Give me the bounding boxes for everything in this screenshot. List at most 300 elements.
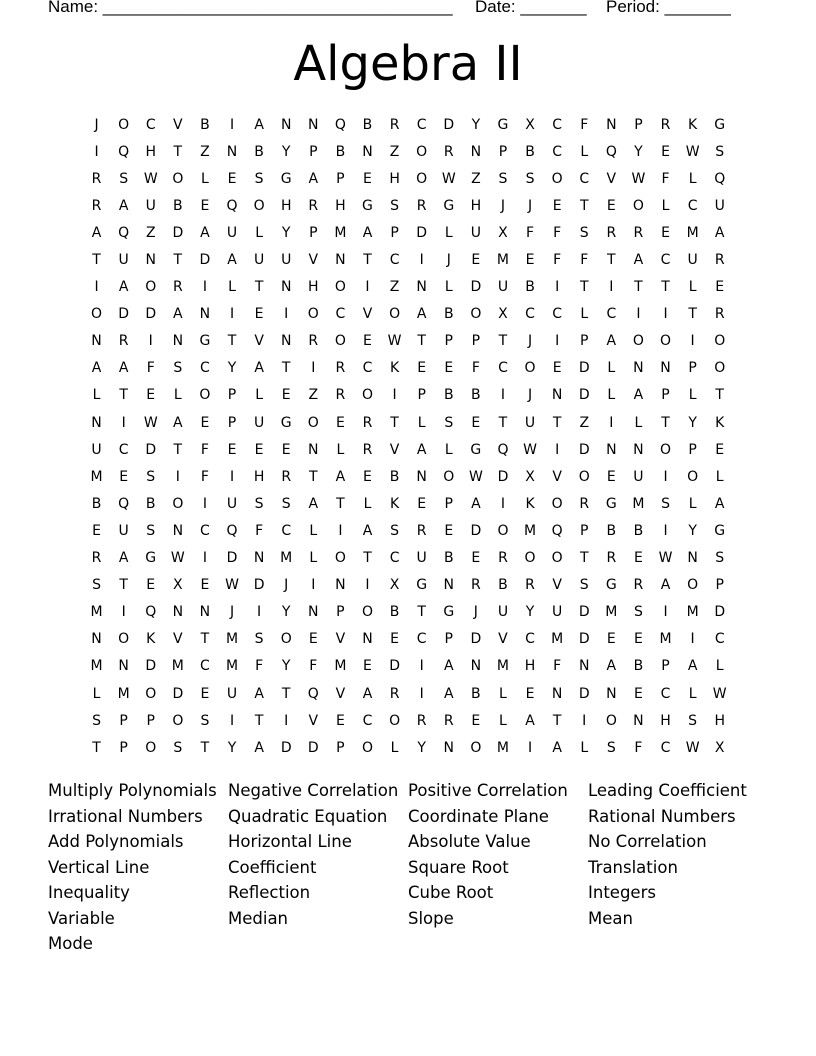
grid-letter: G (470, 441, 482, 458)
grid-letter: L (580, 143, 589, 160)
grid-letter: U (552, 604, 563, 621)
grid-letter: L (688, 685, 697, 702)
grid-letter: T (552, 712, 562, 729)
grid-letter: R (281, 468, 292, 485)
grid-letter: B (498, 577, 508, 594)
grid-letter: O (551, 495, 563, 512)
grid-letter: T (498, 414, 508, 431)
grid-letter: E (471, 712, 481, 729)
grid-letter: S (92, 712, 101, 729)
grid-letter: E (715, 441, 725, 458)
grid-letter: C (579, 170, 590, 187)
grid-letter: B (362, 116, 373, 133)
grid-letter: O (443, 468, 455, 485)
word-bank-item: Inequality (48, 883, 130, 902)
grid-letter: M (496, 658, 509, 675)
grid-letter: H (714, 712, 725, 729)
grid-letter: M (605, 604, 618, 621)
grid-letter: P (309, 224, 318, 241)
grid-letter: R (443, 143, 454, 160)
grid-letter: X (173, 577, 183, 594)
grid-letter: G (145, 550, 157, 567)
grid-letter: L (444, 279, 453, 296)
grid-letter: I (419, 658, 424, 675)
grid-letter: L (688, 495, 697, 512)
grid-letter: S (715, 143, 725, 160)
grid-letter: P (444, 495, 453, 512)
grid-letter: G (605, 577, 617, 594)
grid-letter: L (661, 197, 670, 214)
grid-letter: E (363, 333, 372, 350)
grid-letter: O (497, 522, 509, 539)
grid-letter: I (229, 712, 235, 729)
grid-letter: M (551, 631, 564, 648)
grid-letter: J (94, 116, 99, 133)
grid-letter: H (335, 197, 346, 214)
grid-letter: I (636, 306, 641, 323)
grid-letter: J (527, 197, 533, 214)
grid-letter: M (496, 739, 509, 756)
grid-letter: F (553, 658, 562, 675)
grid-letter: G (714, 522, 726, 539)
grid-letter: I (175, 468, 180, 485)
grid-row (83, 111, 733, 138)
grid-letter: S (390, 522, 400, 539)
grid-letter: O (416, 170, 428, 187)
grid-letter: N (199, 306, 211, 323)
grid-letter: V (389, 441, 400, 458)
grid-letter: M (334, 224, 347, 241)
word-bank-item: Integers (588, 883, 656, 902)
grid-letter: O (605, 712, 617, 729)
grid-letter: I (582, 712, 587, 729)
grid-letter: A (362, 685, 373, 702)
grid-letter: A (118, 360, 129, 377)
grid-letter: M (686, 224, 699, 241)
grid-letter: L (688, 170, 697, 187)
grid-letter: L (336, 441, 345, 458)
grid-letter: P (634, 116, 643, 133)
grid-letter: T (363, 252, 372, 269)
grid-letter: T (254, 712, 264, 729)
grid-letter: A (714, 224, 725, 241)
grid-letter: B (443, 387, 454, 404)
grid-letter: A (633, 252, 644, 269)
grid-letter: W (685, 143, 700, 160)
grid-letter: L (255, 224, 264, 241)
grid-letter: W (712, 685, 727, 702)
grid-letter: N (362, 143, 373, 160)
grid-letter: Y (281, 143, 291, 160)
grid-letter: A (118, 197, 129, 214)
grid-letter: Z (308, 387, 319, 404)
grid-letter: C (362, 360, 373, 377)
grid-letter: M (117, 685, 130, 702)
grid-row (83, 328, 733, 355)
grid-letter: W (685, 739, 700, 756)
grid-letter: V (335, 685, 346, 702)
grid-letter: N (551, 685, 563, 702)
grid-letter: P (227, 387, 237, 404)
grid-letter: E (227, 170, 237, 187)
grid-letter: K (715, 414, 725, 431)
grid-letter: S (146, 468, 156, 485)
grid-letter: T (309, 468, 318, 485)
grid-letter: A (254, 685, 264, 702)
word-bank-item: Quadratic Equation (228, 806, 388, 826)
grid-letter: E (281, 387, 291, 404)
grid-letter: O (361, 739, 373, 756)
grid-letter: N (308, 116, 319, 133)
grid-letter: U (253, 252, 265, 269)
grid-letter: S (390, 197, 400, 214)
grid-letter: B (254, 143, 264, 160)
grid-letter: L (363, 495, 372, 512)
grid-letter: D (497, 468, 509, 485)
grid-letter: B (633, 658, 644, 675)
grid-letter: O (361, 387, 373, 404)
grid-letter: T (173, 143, 183, 160)
grid-letter: H (253, 468, 265, 485)
grid-letter: L (715, 468, 724, 485)
grid-letter: P (390, 224, 399, 241)
grid-letter: B (606, 522, 617, 539)
grid-letter: E (471, 550, 481, 567)
grid-letter: L (444, 224, 453, 241)
grid-letter: S (606, 739, 616, 756)
grid-letter: X (389, 577, 400, 594)
word-search-grid (83, 111, 733, 761)
grid-letter: B (443, 550, 454, 567)
grid-letter: A (173, 414, 183, 431)
grid-letter: F (255, 522, 264, 539)
grid-letter: I (121, 414, 126, 431)
grid-letter: P (227, 414, 237, 431)
grid-letter: G (605, 495, 617, 512)
grid-letter: X (525, 468, 535, 485)
word-bank-item: Median (228, 908, 289, 928)
grid-letter: R (308, 333, 319, 350)
grid-letter: U (253, 414, 265, 431)
grid-row (83, 517, 733, 544)
grid-letter: O (145, 279, 157, 296)
grid-letter: A (308, 495, 319, 512)
word-bank-item: Leading Coefficient (588, 781, 747, 800)
grid-letter: G (497, 116, 509, 133)
grid-letter: N (687, 550, 698, 567)
grid-letter: I (311, 577, 316, 594)
grid-letter: L (715, 658, 724, 675)
grid-letter: E (200, 685, 210, 702)
grid-letter: E (633, 550, 643, 567)
grid-letter: U (226, 224, 238, 241)
grid-letter: T (607, 252, 616, 269)
grid-letter: O (578, 468, 590, 485)
grid-letter: R (91, 550, 102, 567)
grid-letter: S (661, 495, 670, 512)
grid-letter: C (200, 360, 210, 377)
grid-letter: O (172, 170, 184, 187)
grid-letter: N (226, 143, 238, 160)
grid-letter: Z (145, 224, 156, 241)
grid-letter: F (580, 252, 589, 269)
grid-letter: Z (200, 143, 210, 160)
grid-letter: K (688, 116, 698, 133)
grid-row (83, 734, 733, 761)
word-bank-item: Cube Root (408, 883, 494, 902)
grid-letter: N (91, 414, 102, 431)
grid-letter: U (470, 224, 481, 241)
grid-letter: L (580, 306, 589, 323)
grid-letter: Z (389, 279, 400, 296)
grid-letter: I (229, 468, 235, 485)
grid-letter: N (280, 333, 292, 350)
grid-letter: C (606, 306, 617, 323)
grid-letter: B (471, 685, 481, 702)
grid-letter: I (419, 685, 424, 702)
grid-letter: I (392, 387, 397, 404)
grid-letter: L (92, 387, 101, 404)
date-field-label: Date: _______ (475, 0, 587, 16)
word-bank-item: Slope (408, 908, 454, 928)
grid-letter: H (145, 143, 156, 160)
grid-letter: N (362, 631, 373, 648)
grid-letter: F (526, 224, 535, 241)
grid-letter: T (173, 441, 183, 458)
grid-letter: O (714, 333, 726, 350)
grid-letter: D (416, 224, 428, 241)
grid-letter: G (443, 604, 455, 621)
grid-letter: N (172, 333, 184, 350)
grid-letter: D (280, 739, 292, 756)
grid-letter: S (525, 170, 535, 187)
grid-letter: I (500, 387, 506, 404)
word-bank-item: Translation (588, 857, 678, 877)
grid-letter: A (633, 387, 644, 404)
grid-letter: D (443, 116, 455, 133)
grid-row (83, 355, 733, 382)
grid-letter: O (416, 143, 428, 160)
grid-letter: A (118, 550, 129, 567)
grid-letter: W (225, 577, 239, 594)
grid-letter: P (715, 577, 724, 594)
grid-row (83, 246, 733, 273)
grid-letter: O (280, 631, 292, 648)
grid-row (83, 274, 733, 301)
grid-letter: E (146, 577, 156, 594)
grid-letter: C (660, 739, 671, 756)
grid-letter: O (660, 441, 672, 458)
grid-letter: I (202, 495, 207, 512)
grid-letter: O (389, 712, 401, 729)
grid-letter: R (714, 252, 725, 269)
grid-letter: V (173, 116, 183, 133)
grid-letter: A (687, 658, 698, 675)
grid-letter: O (145, 739, 157, 756)
grid-letter: E (363, 468, 372, 485)
grid-letter: N (172, 604, 184, 621)
grid-letter: L (309, 550, 318, 567)
grid-letter: P (309, 143, 318, 160)
grid-letter: C (416, 116, 427, 133)
grid-letter: T (200, 739, 210, 756)
grid-letter: G (714, 116, 726, 133)
grid-letter: L (173, 387, 182, 404)
grid-letter: I (419, 252, 424, 269)
grid-letter: Y (471, 116, 481, 133)
grid-letter: U (118, 522, 129, 539)
grid-letter: H (280, 197, 292, 214)
grid-letter: E (633, 631, 643, 648)
grid-letter: E (606, 631, 616, 648)
grid-letter: E (444, 522, 454, 539)
grid-letter: O (687, 468, 699, 485)
grid-letter: C (714, 631, 725, 648)
grid-letter: J (446, 252, 451, 269)
grid-letter: I (500, 495, 506, 512)
grid-letter: B (335, 143, 346, 160)
grid-letter: C (281, 522, 292, 539)
grid-letter: M (659, 631, 672, 648)
grid-letter: M (496, 252, 509, 269)
grid-letter: S (633, 604, 643, 621)
grid-letter: N (335, 577, 346, 594)
grid-letter: N (416, 279, 427, 296)
grid-letter: C (362, 712, 373, 729)
grid-letter: N (443, 577, 454, 594)
grid-letter: A (660, 577, 671, 594)
grid-letter: E (661, 143, 670, 160)
grid-letter: U (497, 279, 509, 296)
grid-row (83, 599, 733, 626)
grid-letter: L (92, 685, 101, 702)
grid-letter: F (200, 441, 209, 458)
grid-letter: O (551, 170, 563, 187)
grid-letter: S (200, 712, 210, 729)
grid-letter: C (416, 631, 427, 648)
grid-letter: L (390, 739, 399, 756)
grid-letter: C (200, 658, 210, 675)
grid-letter: T (417, 604, 426, 621)
grid-letter: A (552, 739, 562, 756)
grid-letter: V (552, 577, 562, 594)
grid-letter: N (470, 143, 482, 160)
grid-letter: J (527, 333, 533, 350)
grid-letter: A (227, 252, 237, 269)
grid-letter: A (254, 360, 264, 377)
grid-letter: S (119, 170, 129, 187)
grid-letter: O (470, 306, 482, 323)
grid-letter: B (91, 495, 102, 512)
grid-letter: F (580, 116, 589, 133)
grid-letter: G (280, 170, 292, 187)
grid-letter: R (335, 387, 346, 404)
grid-letter: N (172, 522, 184, 539)
grid-letter: N (308, 604, 319, 621)
grid-letter: Q (118, 143, 130, 160)
grid-letter: T (579, 197, 589, 214)
grid-letter: R (579, 495, 590, 512)
grid-letter: V (362, 306, 373, 323)
grid-letter: C (552, 143, 563, 160)
grid-letter: E (471, 414, 481, 431)
grid-letter: Y (634, 143, 643, 160)
grid-letter: N (443, 739, 454, 756)
word-bank-item: Add Polynomials (48, 832, 184, 851)
grid-letter: C (660, 252, 671, 269)
grid-row (83, 680, 733, 707)
grid-letter: R (525, 577, 535, 594)
grid-letter: N (308, 441, 319, 458)
grid-letter: I (555, 441, 560, 458)
grid-letter: A (416, 441, 427, 458)
grid-letter: Y (417, 739, 426, 756)
grid-letter: O (118, 116, 130, 133)
grid-letter: B (389, 468, 400, 485)
grid-letter: N (470, 658, 482, 675)
grid-letter: Y (688, 414, 697, 431)
grid-letter: X (525, 116, 535, 133)
grid-letter: A (91, 360, 102, 377)
grid-letter: I (94, 143, 99, 160)
grid-row (83, 436, 733, 463)
grid-letter: T (688, 306, 697, 323)
grid-letter: N (606, 441, 617, 458)
grid-letter: J (229, 604, 235, 621)
grid-letter: R (389, 685, 400, 702)
grid-letter: I (257, 604, 262, 621)
grid-letter: R (633, 577, 644, 594)
grid-letter: K (389, 495, 400, 512)
grid-letter: P (444, 333, 453, 350)
grid-letter: P (119, 712, 128, 729)
grid-letter: V (552, 468, 562, 485)
period-field-label: Period: _______ (606, 0, 731, 16)
grid-letter: O (334, 279, 346, 296)
grid-letter: N (578, 658, 590, 675)
grid-letter: O (118, 631, 130, 648)
grid-row (83, 653, 733, 680)
grid-letter: N (199, 604, 211, 621)
grid-letter: N (660, 360, 671, 377)
word-bank-item: Reflection (228, 883, 311, 902)
grid-letter: N (253, 550, 265, 567)
grid-letter: U (226, 495, 238, 512)
grid-letter: A (91, 224, 102, 241)
grid-letter: O (551, 550, 563, 567)
grid-letter: Y (227, 360, 237, 377)
grid-letter: C (498, 360, 508, 377)
grid-letter: S (444, 414, 454, 431)
grid-row (83, 490, 733, 517)
grid-letter: D (470, 631, 482, 648)
grid-letter: F (553, 252, 562, 269)
grid-letter: T (254, 279, 264, 296)
grid-letter: A (606, 658, 617, 675)
grid-letter: J (473, 604, 478, 621)
grid-letter: S (579, 577, 589, 594)
grid-letter: T (552, 414, 562, 431)
grid-letter: O (470, 739, 482, 756)
grid-letter: S (254, 495, 264, 512)
grid-letter: O (632, 197, 644, 214)
grid-letter: L (201, 170, 209, 187)
grid-letter: F (553, 224, 562, 241)
grid-letter: A (362, 224, 373, 241)
grid-letter: I (609, 414, 614, 431)
grid-letter: R (498, 550, 508, 567)
grid-letter: L (607, 387, 616, 404)
